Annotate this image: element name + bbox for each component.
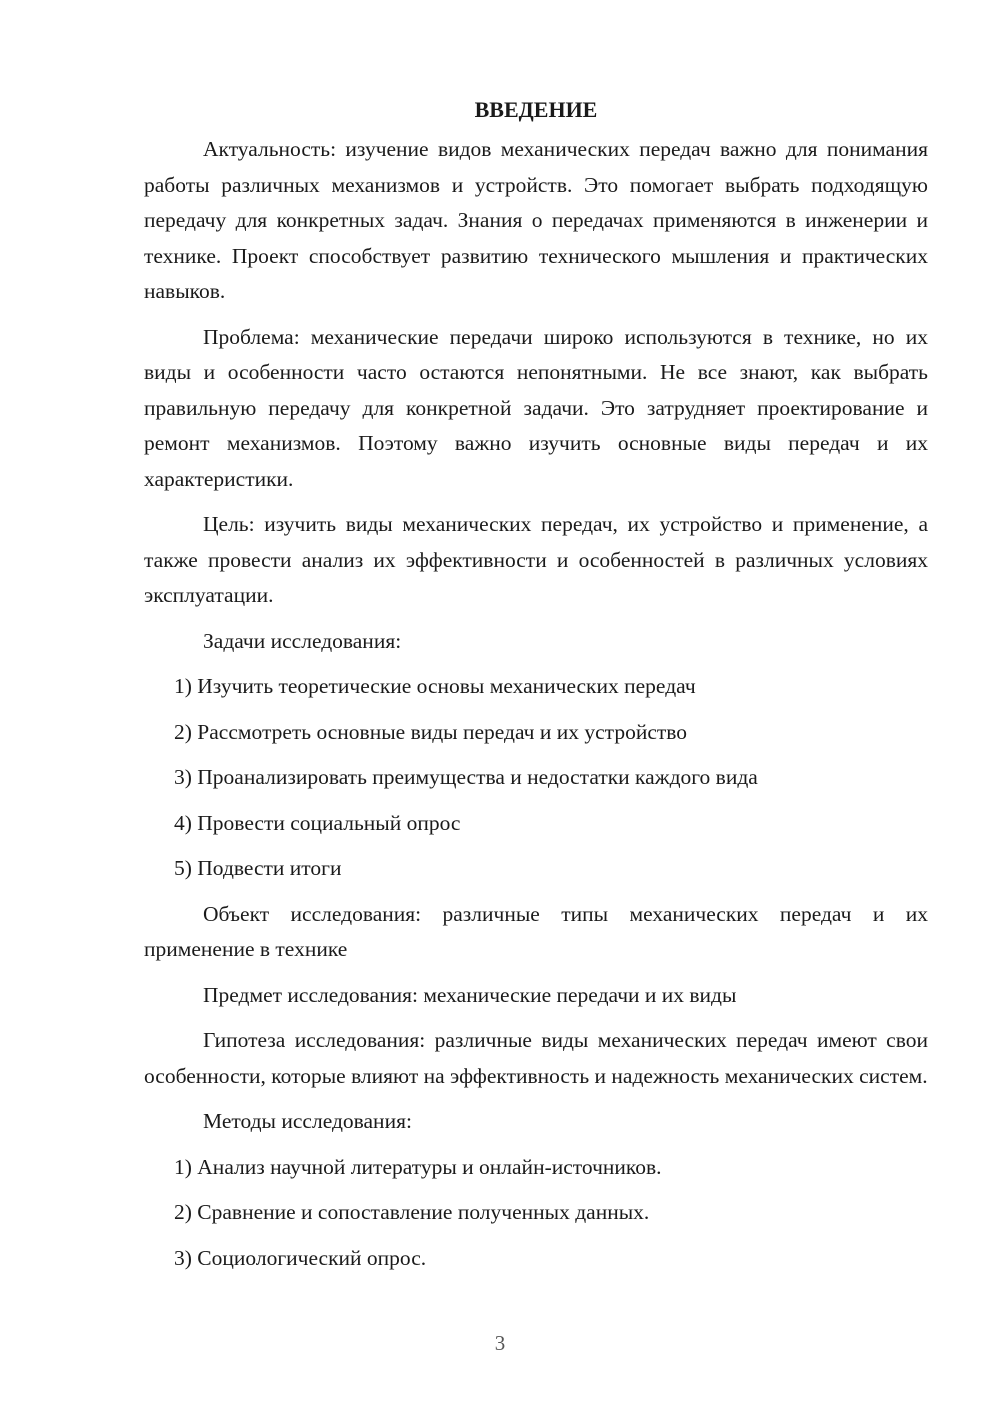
list-item: 2) Сравнение и сопоставление полученных данных. [174, 1200, 650, 1224]
list-item: 5) Подвести итоги [174, 856, 342, 880]
list-item: 1) Анализ научной литературы и онлайн-источников. [174, 1154, 662, 1179]
tasks-list [144, 669, 928, 887]
goal-paragraph: Цель: изучить виды механических передач, их устройство и применение, а также провести анализ их эффективности и особенностей в различных условиях эксплуатации. [144, 512, 928, 607]
methods-title: Методы исследования: [203, 1109, 412, 1133]
methods-list [144, 1150, 928, 1277]
list-item: 3) Проанализировать преимущества и недостатки каждого вида [174, 765, 758, 789]
object-paragraph: Объект исследования: различные типы механических передач и их применение в технике [144, 901, 928, 961]
problem-paragraph: Проблема: механические передачи широко используются в технике, но их виды и особенности часто остаются непонятными. Не все знают, как выбрать правильную передачу для конкретной задачи. Это затрудняет проектирование и ремонт механизмов. Поэтому важно изучить основные виды передач и их характеристики. [144, 324, 928, 491]
list-item: 2) Рассмотреть основные виды передач и их устройство [174, 719, 688, 744]
hypothesis-paragraph: Гипотеза исследования: различные виды механических передач имеют свои особенности, которые влияют на эффективность и надежность механических систем. [144, 1028, 928, 1088]
list-item: 4) Провести социальный опрос [174, 810, 461, 835]
list-item: 3) Социологический опрос. [174, 1245, 427, 1270]
relevance-paragraph: Актуальность: изучение видов механических передач важно для понимания работы различных механизмов и устройств. Это помогает выбрать подходящую передачу для конкретных задач. Знания о передачах применяются в инженерии и технике. Проект способствует развитию технического мышления и практических навыков. [144, 137, 928, 303]
tasks-title: Задачи исследования: [203, 628, 402, 653]
subject-paragraph: Предмет исследования: механические передачи и их виды [203, 982, 737, 1007]
page-number: 3 [494, 1331, 506, 1355]
page-title: ВВЕДЕНИЕ [474, 97, 598, 122]
list-item: 1) Изучить теоретические основы механических передач [174, 674, 696, 698]
document-page [144, 92, 928, 1286]
